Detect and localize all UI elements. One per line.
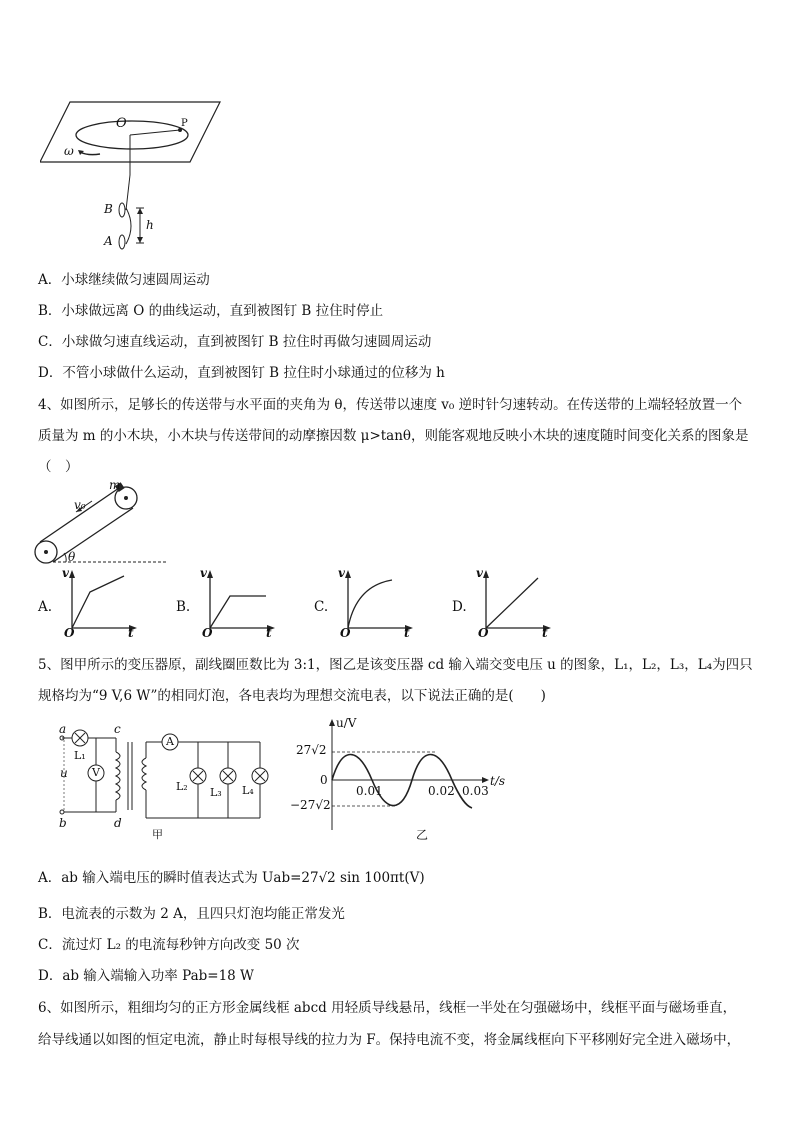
figure-conveyor-belt bbox=[30, 480, 180, 566]
circuit-label-u: u bbox=[60, 766, 68, 780]
q5-stem-line2: 规格均为“9 V,6 W”的相同灯泡，各电表均为理想交流电表，以下说法正确的是( ) bbox=[38, 688, 546, 704]
graph-c-v: v bbox=[338, 566, 345, 580]
q4-graph-a bbox=[62, 568, 142, 640]
figure-voltage-graph bbox=[286, 716, 516, 846]
circuit-label-b: b bbox=[59, 816, 67, 830]
q4-graph-c bbox=[338, 568, 418, 640]
circuit-caption: 甲 bbox=[152, 828, 163, 841]
graph-a-t: t bbox=[128, 626, 134, 640]
q4-stem-line1: 4、如图所示，足够长的传送带与水平面的夹角为 θ，传送带以速度 v₀ 逆时针匀速转动。在传送带的上端轻轻放置一个 bbox=[38, 397, 743, 413]
q4-graph-option-a-label: A. bbox=[38, 599, 53, 615]
graph-ybot: −27√2 bbox=[290, 798, 331, 812]
graph-b-t: t bbox=[266, 626, 272, 640]
graph-d-v: v bbox=[476, 566, 483, 580]
circuit-label-c: c bbox=[114, 722, 121, 736]
label-P: P bbox=[181, 118, 188, 129]
label-O: O bbox=[116, 116, 127, 131]
voltmeter-label: V bbox=[92, 766, 100, 779]
circuit-label-L3: L₃ bbox=[210, 786, 222, 799]
graph-ytop: 27√2 bbox=[296, 743, 327, 757]
q4-graph-b bbox=[200, 568, 280, 640]
graph-b-v: v bbox=[200, 566, 207, 580]
figure-transformer-circuit bbox=[50, 722, 280, 840]
q4-graph-option-c-label: C. bbox=[314, 599, 329, 615]
graph-d-t: t bbox=[542, 626, 548, 640]
label-v0: v₀ bbox=[74, 498, 86, 512]
q3-option-d: D．不管小球做什么运动，直到被图钉 B 拉住时小球通过的位移为 h bbox=[38, 365, 445, 381]
graph-zero: 0 bbox=[320, 773, 328, 787]
q4-graph-d bbox=[476, 568, 556, 640]
q4-graph-option-d-label: D. bbox=[452, 599, 467, 615]
label-omega: ω bbox=[64, 144, 74, 158]
figure-rotating-ball bbox=[40, 100, 230, 250]
label-h: h bbox=[146, 218, 154, 232]
graph-c-o: O bbox=[340, 626, 351, 640]
q5-stem-line1: 5、图甲所示的变压器原，副线圈匝数比为 3:1，图乙是该变压器 cd 输入端交变电压 u 的图象，L₁，L₂，L₃，L₄为四只 bbox=[38, 657, 753, 673]
label-m: m bbox=[109, 478, 121, 492]
graph-a-o: O bbox=[64, 626, 75, 640]
q5-option-a: A．ab 输入端电压的瞬时值表达式为 Uab=27√2 sin 100πt(V) bbox=[38, 870, 425, 886]
q6-stem-line1: 6、如图所示，粗细均匀的正方形金属线框 abcd 用轻质导线悬吊，线框一半处在匀强磁场中，线框平面与磁场垂直， bbox=[38, 1000, 737, 1016]
q3-option-a: A．小球继续做匀速圆周运动 bbox=[38, 272, 210, 288]
label-theta: θ bbox=[68, 550, 76, 564]
circuit-label-d: d bbox=[114, 816, 122, 830]
q5-option-b: B．电流表的示数为 2 A，且四只灯泡均能正常发光 bbox=[38, 906, 345, 922]
q3-option-b: B．小球做远离 O 的曲线运动，直到被图钉 B 拉住时停止 bbox=[38, 303, 384, 319]
q5-option-c: C．流过灯 L₂ 的电流每秒钟方向改变 50 次 bbox=[38, 937, 300, 953]
q4-stem-line2: 质量为 m 的小木块，小木块与传送带间的动摩擦因数 μ>tanθ，则能客观地反映小木块的速度随时间变化关系的图象是 bbox=[38, 428, 749, 444]
q4-stem-line3: （ ） bbox=[38, 459, 79, 475]
circuit-label-L2: L₂ bbox=[176, 780, 188, 793]
graph-ylabel: u/V bbox=[336, 716, 357, 730]
q3-option-c: C．小球做匀速直线运动，直到被图钉 B 拉住时再做匀速圆周运动 bbox=[38, 334, 432, 350]
q4-graph-option-b-label: B. bbox=[176, 599, 191, 615]
q6-stem-line2: 给导线通以如图的恒定电流，静止时每根导线的拉力为 F。保持电流不变，将金属线框向下平移刚好完全进入磁场中， bbox=[38, 1032, 741, 1048]
graph-b-o: O bbox=[202, 626, 213, 640]
circuit-label-L1: L₁ bbox=[74, 749, 86, 762]
graph-x1: 0.01 bbox=[356, 784, 383, 798]
graph-c-t: t bbox=[404, 626, 410, 640]
q5-option-d: D．ab 输入端输入功率 Pab=18 W bbox=[38, 968, 254, 984]
graph-a-v: v bbox=[62, 566, 69, 580]
label-A: A bbox=[104, 234, 113, 248]
graph-d-o: O bbox=[478, 626, 489, 640]
circuit-label-a: a bbox=[59, 722, 67, 736]
label-B: B bbox=[104, 202, 113, 216]
graph-x2: 0.02 bbox=[428, 784, 455, 798]
ammeter-label: A bbox=[166, 735, 174, 748]
circuit-label-L4: L₄ bbox=[242, 784, 254, 797]
graph-x3: 0.03 bbox=[462, 784, 489, 798]
graph-caption: 乙 bbox=[416, 828, 429, 842]
graph-xlabel: t/s bbox=[490, 774, 506, 788]
